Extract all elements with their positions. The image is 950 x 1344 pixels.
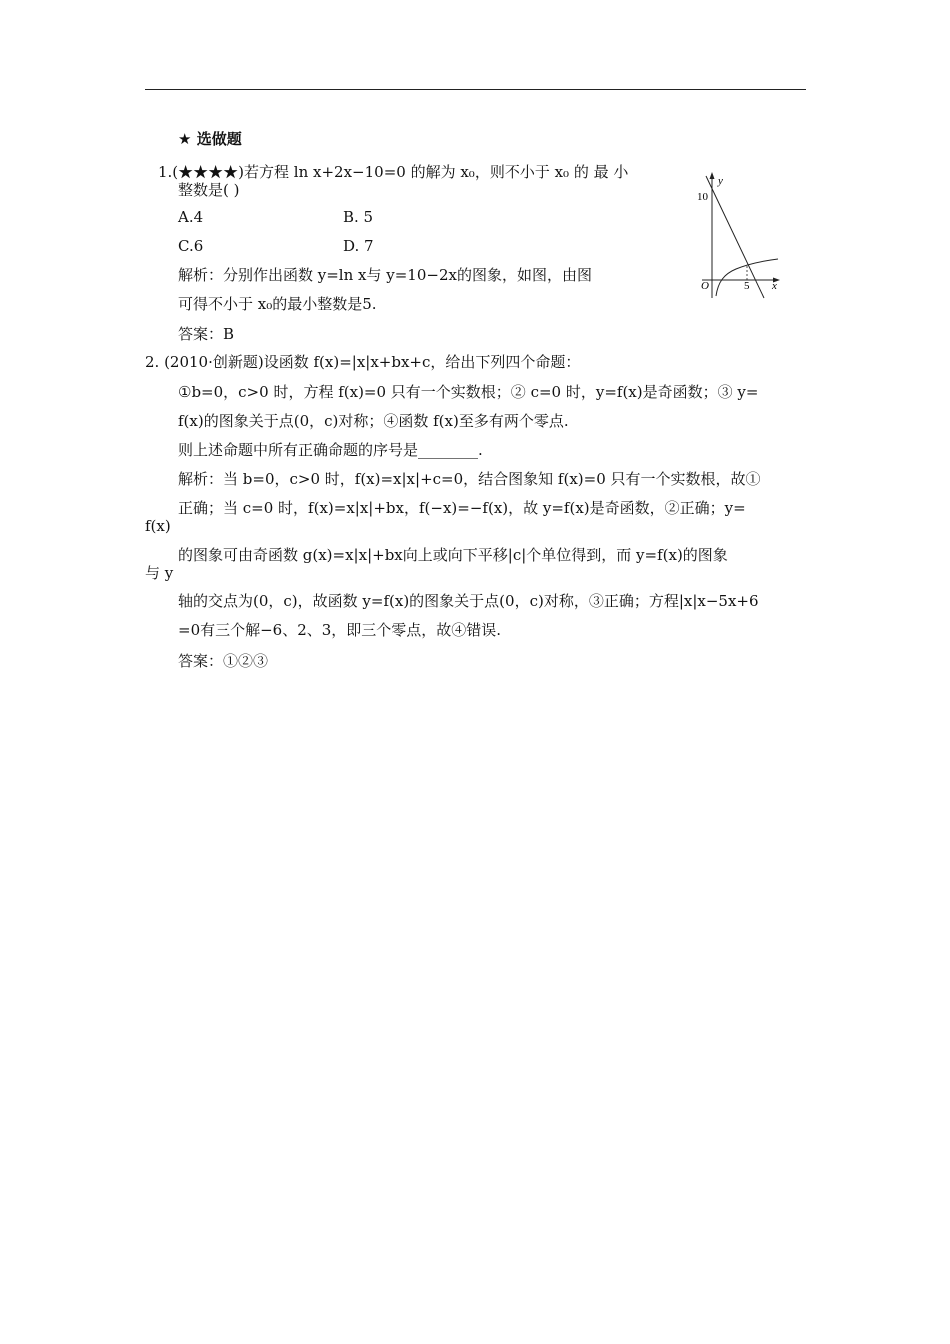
q2-analysis-line4: 轴的交点为(0，c)，故函数 y=f(x)的图象关于点(0，c)对称，③正确；方程|x|x−5x+6 <box>178 592 759 610</box>
q1-analysis-line1: 解析：分别作出函数 y=ln x与 y=10−2x的图象，如图，由图 <box>178 266 592 284</box>
graph-x-label: x <box>772 280 777 292</box>
q2-stem-line4: 则上述命题中所有正确命题的序号是________. <box>178 441 483 459</box>
q2-analysis-line3: 的图象可由奇函数 g(x)=x|x|+bx向上或向下平移|c|个单位得到，而 y=f(x)的图象 <box>178 546 728 564</box>
q2-analysis-line1: 解析：当 b=0，c>0 时，f(x)=x|x|+c=0，结合图象知 f(x)=0 只有一个实数根，故① <box>178 470 761 488</box>
y-axis-arrow <box>710 172 715 179</box>
q2-analysis-line5: =0有三个解−6、2、3，即三个零点，故④错误. <box>178 621 502 639</box>
q1-option-b: B. 5 <box>343 208 374 226</box>
q1-stem-line1: 1.(★★★★)若方程 ln x+2x−10=0 的解为 x₀，则不小于 x₀ 的 最 小 <box>158 163 629 181</box>
header-rule <box>145 89 806 90</box>
q2-analysis-line2: 正确；当 c=0 时，f(x)=x|x|+bx，f(−x)=−f(x)，故 y=f(x)是奇函数，②正确；y= <box>178 499 746 517</box>
q1-option-d: D. 7 <box>343 237 374 255</box>
q1-option-c: C.6 <box>178 237 204 255</box>
q1-option-a: A.4 <box>178 208 204 226</box>
q1-stem-line2: 整数是( ) <box>178 181 240 199</box>
q1-analysis-line2: 可得不小于 x₀的最小整数是5. <box>178 295 377 313</box>
q1-answer: 答案：B <box>178 325 235 343</box>
graph-y-tick: 10 <box>697 191 708 203</box>
q2-analysis-line3-wrap: 与 y <box>145 564 174 582</box>
section-heading <box>178 129 242 149</box>
q2-stem-line3: f(x)的图象关于点(0，c)对称；④函数 f(x)至多有两个零点. <box>178 412 569 430</box>
graph-x-tick: 5 <box>744 280 750 292</box>
q2-analysis-line2-wrap: f(x) <box>145 517 171 535</box>
q1-function-graph <box>692 170 788 300</box>
graph-origin-label: O <box>701 280 709 292</box>
section-title: 选做题 <box>196 130 242 148</box>
q2-stem-line1: 2. (2010·创新题)设函数 f(x)=|x|x+bx+c，给出下列四个命题： <box>145 353 581 371</box>
q2-answer: 答案：①②③ <box>178 652 269 670</box>
star-icon: ★ <box>178 130 192 148</box>
graph-y-label: y <box>718 175 723 187</box>
q2-stem-line2: ①b=0，c>0 时，方程 f(x)=0 只有一个实数根；② c=0 时，y=f(x)是奇函数；③ y= <box>178 383 759 401</box>
